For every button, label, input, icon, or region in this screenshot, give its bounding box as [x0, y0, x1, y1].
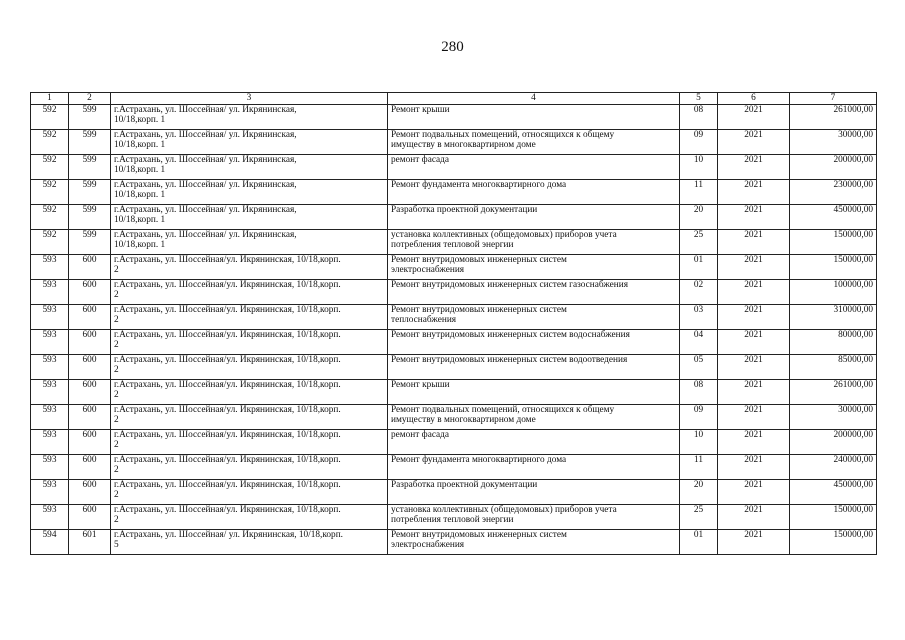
cell-index: 592 — [31, 129, 69, 154]
cell-work-type: ремонт фасада — [388, 154, 680, 179]
cell-index: 593 — [31, 379, 69, 404]
cell-work-code: 11 — [680, 454, 718, 479]
cell-house-number: 600 — [69, 354, 111, 379]
cell-work-code: 02 — [680, 279, 718, 304]
cell-year: 2021 — [718, 279, 790, 304]
table-row — [31, 504, 877, 529]
cell-index: 592 — [31, 154, 69, 179]
table-row — [31, 154, 877, 179]
cell-house-number: 600 — [69, 254, 111, 279]
cell-year: 2021 — [718, 529, 790, 554]
cell-index: 592 — [31, 104, 69, 129]
table-row — [31, 379, 877, 404]
cell-work-code: 09 — [680, 129, 718, 154]
cell-address: г.Астрахань, ул. Шоссейная/ул. Икрянинская, 10/18,корп. 2 — [111, 254, 388, 279]
cell-address: г.Астрахань, ул. Шоссейная/ ул. Икрянинская, 10/18,корп. 1 — [111, 229, 388, 254]
cell-address: г.Астрахань, ул. Шоссейная/ ул. Икрянинская, 10/18,корп. 1 — [111, 179, 388, 204]
cell-work-code: 09 — [680, 404, 718, 429]
table-row — [31, 454, 877, 479]
table-row — [31, 229, 877, 254]
cell-cost: 310000,00 — [790, 304, 877, 329]
column-header-3: 3 — [111, 93, 388, 105]
cell-year: 2021 — [718, 129, 790, 154]
cell-house-number: 600 — [69, 329, 111, 354]
cell-address: г.Астрахань, ул. Шоссейная/ул. Икрянинская, 10/18,корп. 2 — [111, 304, 388, 329]
cell-index: 593 — [31, 354, 69, 379]
cell-year: 2021 — [718, 454, 790, 479]
table-row — [31, 254, 877, 279]
cell-address: г.Астрахань, ул. Шоссейная/ул. Икрянинская, 10/18,корп. 2 — [111, 329, 388, 354]
cell-cost: 261000,00 — [790, 104, 877, 129]
cell-year: 2021 — [718, 154, 790, 179]
cell-address: г.Астрахань, ул. Шоссейная/ул. Икрянинская, 10/18,корп. 2 — [111, 454, 388, 479]
table-body — [31, 104, 877, 554]
header-row — [31, 93, 877, 105]
cell-work-code: 05 — [680, 354, 718, 379]
cell-work-code: 10 — [680, 429, 718, 454]
cell-cost: 450000,00 — [790, 204, 877, 229]
cell-work-type: Ремонт внутридомовых инженерных систем теплоснабжения — [388, 304, 680, 329]
cell-house-number: 600 — [69, 279, 111, 304]
cell-work-code: 25 — [680, 229, 718, 254]
cell-cost: 150000,00 — [790, 254, 877, 279]
cell-work-type: Ремонт внутридомовых инженерных систем электроснабжения — [388, 254, 680, 279]
cell-work-type: установка коллективных (общедомовых) приборов учета потребления тепловой энергии — [388, 504, 680, 529]
cell-house-number: 600 — [69, 429, 111, 454]
cell-address: г.Астрахань, ул. Шоссейная/ул. Икрянинская, 10/18,корп. 2 — [111, 429, 388, 454]
cell-index: 592 — [31, 229, 69, 254]
cell-year: 2021 — [718, 354, 790, 379]
cell-work-type: Ремонт внутридомовых инженерных систем электроснабжения — [388, 529, 680, 554]
cell-work-type: Ремонт фундамента многоквартирного дома — [388, 454, 680, 479]
cell-year: 2021 — [718, 179, 790, 204]
cell-work-code: 01 — [680, 529, 718, 554]
table-row — [31, 404, 877, 429]
cell-cost: 240000,00 — [790, 454, 877, 479]
cell-year: 2021 — [718, 479, 790, 504]
cell-work-type: Ремонт внутридомовых инженерных систем газоснабжения — [388, 279, 680, 304]
cell-cost: 150000,00 — [790, 229, 877, 254]
cell-work-code: 20 — [680, 479, 718, 504]
cell-cost: 30000,00 — [790, 404, 877, 429]
cell-house-number: 600 — [69, 504, 111, 529]
column-header-1: 1 — [31, 93, 69, 105]
cell-house-number: 600 — [69, 454, 111, 479]
cell-work-code: 04 — [680, 329, 718, 354]
cell-address: г.Астрахань, ул. Шоссейная/ул. Икрянинская, 10/18,корп. 2 — [111, 479, 388, 504]
cell-index: 593 — [31, 479, 69, 504]
cell-house-number: 599 — [69, 204, 111, 229]
cell-address: г.Астрахань, ул. Шоссейная/ул. Икрянинская, 10/18,корп. 2 — [111, 379, 388, 404]
cell-work-code: 08 — [680, 104, 718, 129]
cell-cost: 85000,00 — [790, 354, 877, 379]
cell-index: 593 — [31, 304, 69, 329]
register-table — [30, 92, 877, 555]
column-header-2: 2 — [69, 93, 111, 105]
cell-house-number: 599 — [69, 129, 111, 154]
cell-cost: 230000,00 — [790, 179, 877, 204]
column-header-5: 5 — [680, 93, 718, 105]
cell-index: 593 — [31, 504, 69, 529]
cell-cost: 30000,00 — [790, 129, 877, 154]
cell-year: 2021 — [718, 304, 790, 329]
table-row — [31, 129, 877, 154]
table-row — [31, 429, 877, 454]
cell-work-code: 10 — [680, 154, 718, 179]
table-row — [31, 204, 877, 229]
cell-cost: 200000,00 — [790, 429, 877, 454]
cell-year: 2021 — [718, 379, 790, 404]
cell-work-code: 11 — [680, 179, 718, 204]
cell-work-code: 01 — [680, 254, 718, 279]
cell-work-code: 20 — [680, 204, 718, 229]
cell-year: 2021 — [718, 429, 790, 454]
table-header — [31, 93, 877, 105]
cell-cost: 150000,00 — [790, 504, 877, 529]
cell-house-number: 599 — [69, 179, 111, 204]
cell-index: 592 — [31, 204, 69, 229]
cell-index: 593 — [31, 254, 69, 279]
table-row — [31, 354, 877, 379]
cell-house-number: 601 — [69, 529, 111, 554]
cell-work-type: Ремонт подвальных помещений, относящихся к общему имуществу в многоквартирном доме — [388, 129, 680, 154]
column-header-4: 4 — [388, 93, 680, 105]
cell-index: 593 — [31, 404, 69, 429]
cell-work-type: ремонт фасада — [388, 429, 680, 454]
cell-address: г.Астрахань, ул. Шоссейная/ул. Икрянинская, 10/18,корп. 2 — [111, 504, 388, 529]
cell-index: 593 — [31, 454, 69, 479]
cell-house-number: 600 — [69, 304, 111, 329]
cell-work-type: Разработка проектной документации — [388, 479, 680, 504]
cell-year: 2021 — [718, 404, 790, 429]
cell-year: 2021 — [718, 204, 790, 229]
cell-work-type: Ремонт крыши — [388, 379, 680, 404]
cell-address: г.Астрахань, ул. Шоссейная/ ул. Икрянинская, 10/18,корп. 5 — [111, 529, 388, 554]
cell-house-number: 599 — [69, 229, 111, 254]
table-row — [31, 304, 877, 329]
cell-work-type: Ремонт внутридомовых инженерных систем водоснабжения — [388, 329, 680, 354]
cell-work-code: 08 — [680, 379, 718, 404]
table-row — [31, 104, 877, 129]
table-row — [31, 479, 877, 504]
column-header-7: 7 — [790, 93, 877, 105]
cell-cost: 200000,00 — [790, 154, 877, 179]
column-header-6: 6 — [718, 93, 790, 105]
cell-address: г.Астрахань, ул. Шоссейная/ ул. Икрянинская, 10/18,корп. 1 — [111, 154, 388, 179]
cell-work-type: Ремонт крыши — [388, 104, 680, 129]
cell-house-number: 599 — [69, 104, 111, 129]
page-number: 280 — [441, 39, 464, 55]
cell-index: 593 — [31, 429, 69, 454]
cell-house-number: 600 — [69, 404, 111, 429]
cell-house-number: 599 — [69, 154, 111, 179]
table-row — [31, 529, 877, 554]
cell-work-type: Ремонт фундамента многоквартирного дома — [388, 179, 680, 204]
table-row — [31, 329, 877, 354]
cell-work-code: 03 — [680, 304, 718, 329]
table-row — [31, 179, 877, 204]
cell-cost: 261000,00 — [790, 379, 877, 404]
cell-index: 593 — [31, 279, 69, 304]
cell-year: 2021 — [718, 229, 790, 254]
cell-year: 2021 — [718, 254, 790, 279]
cell-index: 592 — [31, 179, 69, 204]
cell-cost: 80000,00 — [790, 329, 877, 354]
cell-work-type: Ремонт подвальных помещений, относящихся к общему имуществу в многоквартирном доме — [388, 404, 680, 429]
cell-work-code: 25 — [680, 504, 718, 529]
cell-year: 2021 — [718, 504, 790, 529]
cell-index: 594 — [31, 529, 69, 554]
cell-work-type: Ремонт внутридомовых инженерных систем водоотведения — [388, 354, 680, 379]
cell-address: г.Астрахань, ул. Шоссейная/ул. Икрянинская, 10/18,корп. 2 — [111, 279, 388, 304]
cell-cost: 100000,00 — [790, 279, 877, 304]
cell-year: 2021 — [718, 329, 790, 354]
cell-work-type: Разработка проектной документации — [388, 204, 680, 229]
table-row — [31, 279, 877, 304]
cell-index: 593 — [31, 329, 69, 354]
cell-address: г.Астрахань, ул. Шоссейная/ ул. Икрянинская, 10/18,корп. 1 — [111, 204, 388, 229]
cell-house-number: 600 — [69, 479, 111, 504]
cell-address: г.Астрахань, ул. Шоссейная/ ул. Икрянинская, 10/18,корп. 1 — [111, 104, 388, 129]
cell-cost: 450000,00 — [790, 479, 877, 504]
cell-work-type: установка коллективных (общедомовых) приборов учета потребления тепловой энергии — [388, 229, 680, 254]
cell-address: г.Астрахань, ул. Шоссейная/ул. Икрянинская, 10/18,корп. 2 — [111, 404, 388, 429]
cell-cost: 150000,00 — [790, 529, 877, 554]
cell-house-number: 600 — [69, 379, 111, 404]
cell-year: 2021 — [718, 104, 790, 129]
cell-address: г.Астрахань, ул. Шоссейная/ул. Икрянинская, 10/18,корп. 2 — [111, 354, 388, 379]
cell-address: г.Астрахань, ул. Шоссейная/ ул. Икрянинская, 10/18,корп. 1 — [111, 129, 388, 154]
